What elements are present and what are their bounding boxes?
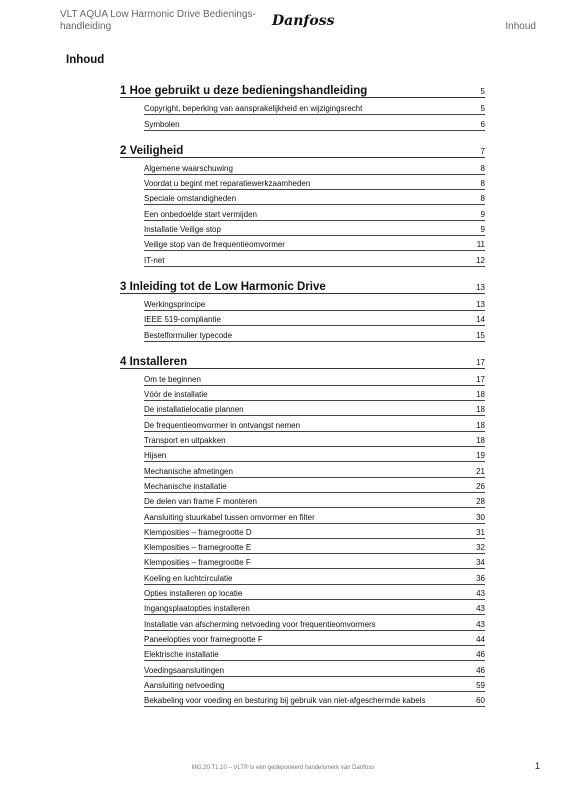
toc-entry-link[interactable]	[144, 236, 485, 251]
toc-entry-title: Symbolen	[144, 119, 180, 129]
toc-entry-page: 43	[476, 589, 485, 599]
danfoss-logo-text: Danfoss	[272, 13, 335, 29]
toc-entry-title: Voedingsaansluitingen	[144, 665, 225, 675]
danfoss-logo	[270, 8, 335, 32]
toc-entry-title: IT-net	[144, 255, 165, 265]
toc-entry-link[interactable]	[144, 569, 485, 584]
toc-entry-page: 43	[476, 604, 485, 614]
toc-entry-page: 5	[480, 104, 485, 114]
toc-chapter-link[interactable]	[120, 277, 485, 294]
toc-entry-title: IEEE 519-compliantie	[144, 315, 221, 325]
toc-entry-title: De frequentieomvormer in ontvangst nemen	[144, 420, 301, 430]
toc-entry-page: 12	[476, 255, 485, 265]
toc-entry-link[interactable]	[144, 661, 485, 676]
toc-entry-title: De delen van frame F monteren	[144, 497, 257, 507]
toc-entry-title: Opties installeren op locatie	[144, 589, 243, 599]
toc-entry-page: 6	[480, 119, 485, 129]
toc-entry-title: Vóór de installatie	[144, 390, 208, 400]
toc-entry-page: 30	[476, 512, 485, 522]
toc-section	[120, 352, 485, 708]
toc-chapter-link[interactable]	[120, 352, 485, 369]
toc-entry-page: 60	[476, 696, 485, 706]
toc-entry-page: 32	[476, 543, 485, 553]
toc-entry-link[interactable]	[144, 296, 485, 311]
toc-entry-link[interactable]	[144, 416, 485, 431]
toc-entry-page: 46	[476, 665, 485, 675]
toc-entry-page: 34	[476, 558, 485, 568]
toc-entry-link[interactable]	[144, 115, 485, 130]
toc-entry-title: Voordat u begint met reparatiewerkzaamheden	[144, 179, 311, 189]
toc-entry-link[interactable]	[144, 524, 485, 539]
toc-entry-title: Ingangsplaatopties installeren	[144, 604, 250, 614]
toc-chapter-link[interactable]	[120, 141, 485, 158]
toc-entry-page: 14	[476, 315, 485, 325]
toc-entry-link[interactable]	[144, 326, 485, 341]
toc-entry-link[interactable]	[144, 692, 485, 707]
toc-entry-page: 43	[476, 619, 485, 629]
toc-entry-title: Klemposities – framegrootte E	[144, 543, 252, 553]
toc-entry-link[interactable]	[144, 539, 485, 554]
toc-entry-page: 21	[476, 466, 485, 476]
toc-entry-title: Installatie van afscherming netvoeding voor frequentieomvormers	[144, 619, 376, 629]
toc-entry-page: 9	[480, 209, 485, 219]
toc-entry-page: 26	[476, 481, 485, 491]
toc-entry-page: 46	[476, 650, 485, 660]
toc-entry-link[interactable]	[144, 600, 485, 615]
toc-entry-link[interactable]	[144, 371, 485, 386]
toc-entry-title: Mechanische afmetingen	[144, 466, 233, 476]
toc-entry-title: Copyright, beperking van aansprakelijkheid en wijzigingsrecht	[144, 104, 363, 114]
toc-entry-page: 13	[476, 299, 485, 309]
toc-entry-title: Bestelformulier typecode	[144, 330, 233, 340]
toc-entry-title: Installatie Veilige stop	[144, 225, 221, 235]
toc-entry-title: De installatielocatie plannen	[144, 405, 244, 415]
toc-entry-page: 36	[476, 573, 485, 583]
toc-chapter-title: 2 Veiligheid	[120, 144, 184, 157]
toc-entry-link[interactable]	[144, 631, 485, 646]
toc-entry-page: 31	[476, 527, 485, 537]
toc-entry-page: 19	[476, 451, 485, 461]
toc-entry-title: Om te beginnen	[144, 374, 201, 384]
toc-entry-link[interactable]	[144, 175, 485, 190]
toc-entry-link[interactable]	[144, 251, 485, 266]
toc-entry-link[interactable]	[144, 554, 485, 569]
toc-chapter-page: 17	[476, 357, 485, 367]
page-number: 1	[534, 761, 540, 771]
toc-chapter-page: 13	[476, 282, 485, 292]
toc-entry-title: Aansluiting stuurkabel tussen omvormer en filter	[144, 512, 315, 522]
toc-entry-title: Hijsen	[144, 451, 167, 461]
toc-entry-link[interactable]	[144, 190, 485, 205]
toc-entry-page: 18	[476, 390, 485, 400]
toc-entry-link[interactable]	[144, 508, 485, 523]
toc-entry-page: 18	[476, 405, 485, 415]
toc-entry-title: Koeling en luchtcirculatie	[144, 573, 233, 583]
toc-entry-title: Speciale omstandigheden	[144, 194, 237, 204]
toc-entry-title: Klemposities – framegrootte D	[144, 527, 252, 537]
toc-entry-link[interactable]	[144, 646, 485, 661]
toc-section	[120, 277, 485, 342]
toc-chapter-title: 3 Inleiding tot de Low Harmonic Drive	[120, 280, 326, 293]
toc-entry-title: Algemene waarschuwing	[144, 163, 233, 173]
toc-entry-page: 11	[476, 240, 485, 250]
toc-entry-page: 8	[480, 163, 485, 173]
toc-chapter-page: 7	[480, 146, 485, 156]
toc-entry-link[interactable]	[144, 585, 485, 600]
toc-section	[120, 81, 485, 131]
toc-entry-page: 8	[480, 194, 485, 204]
toc-entry-link[interactable]	[144, 447, 485, 462]
footer-text: MG.20.T1.10 – VLT® is een gedeponeerd handelsmerk van Danfoss	[191, 765, 375, 771]
toc-entry-title: Een onbedoelde start vermijden	[144, 209, 257, 219]
toc-entry-page: 15	[476, 330, 485, 340]
toc-entry-page: 18	[476, 420, 485, 430]
toc-entry-title: Veilige stop van de frequentieomvormer	[144, 240, 285, 250]
toc-entry-page: 8	[480, 179, 485, 189]
toc-entry-page: 18	[476, 436, 485, 446]
toc-entry-title: Werkingsprincipe	[144, 299, 206, 309]
toc-entry-page: 28	[476, 497, 485, 507]
toc-entry-title: Transport en uitpakken	[144, 436, 226, 446]
toc-chapter-page: 5	[480, 87, 485, 96]
toc-entry-link[interactable]	[144, 677, 485, 692]
toc-section	[120, 141, 485, 267]
toc-entry-link[interactable]	[144, 493, 485, 508]
toc-entry-title: Aansluiting netvoeding	[144, 680, 225, 690]
toc-entry-link[interactable]	[144, 100, 485, 115]
toc-entry-link[interactable]	[144, 221, 485, 236]
toc-entry-link[interactable]	[144, 311, 485, 326]
toc-entry-page: 17	[476, 374, 485, 384]
toc-entry-link[interactable]	[144, 205, 485, 220]
header-section-label: Inhoud	[505, 21, 536, 32]
toc-chapter-title: 4 Installeren	[120, 355, 188, 368]
toc-entry-page: 59	[476, 680, 485, 690]
document-title: VLT AQUA Low Harmonic Drive Bedienings-handleiding	[60, 9, 256, 32]
toc-chapter-link[interactable]	[120, 81, 485, 98]
toc-entry-link[interactable]	[144, 462, 485, 477]
toc-entry-page: 44	[476, 634, 485, 644]
page-title: Inhoud	[66, 54, 105, 66]
toc-chapter-title: 1 Hoe gebruikt u deze bedieningshandleiding	[120, 85, 368, 97]
toc-entry-link[interactable]	[144, 160, 485, 175]
table-of-contents	[120, 81, 485, 707]
toc-entry-title: Elektrische installatie	[144, 650, 219, 660]
toc-entry-title: Mechanische installatie	[144, 481, 227, 491]
toc-entry-title: Bekabeling voor voeding en besturing bij gebruik van niet-afgeschermde kabels	[144, 696, 426, 706]
toc-entry-page: 9	[480, 225, 485, 235]
toc-entry-link[interactable]	[144, 386, 485, 401]
toc-entry-title: Klemposities – framegrootte F	[144, 558, 251, 568]
toc-entry-link[interactable]	[144, 432, 485, 447]
toc-entry-link[interactable]	[144, 478, 485, 493]
toc-entry-link[interactable]	[144, 615, 485, 630]
toc-entry-title: Paneelopties voor framegrootte F	[144, 634, 263, 644]
toc-entry-link[interactable]	[144, 401, 485, 416]
